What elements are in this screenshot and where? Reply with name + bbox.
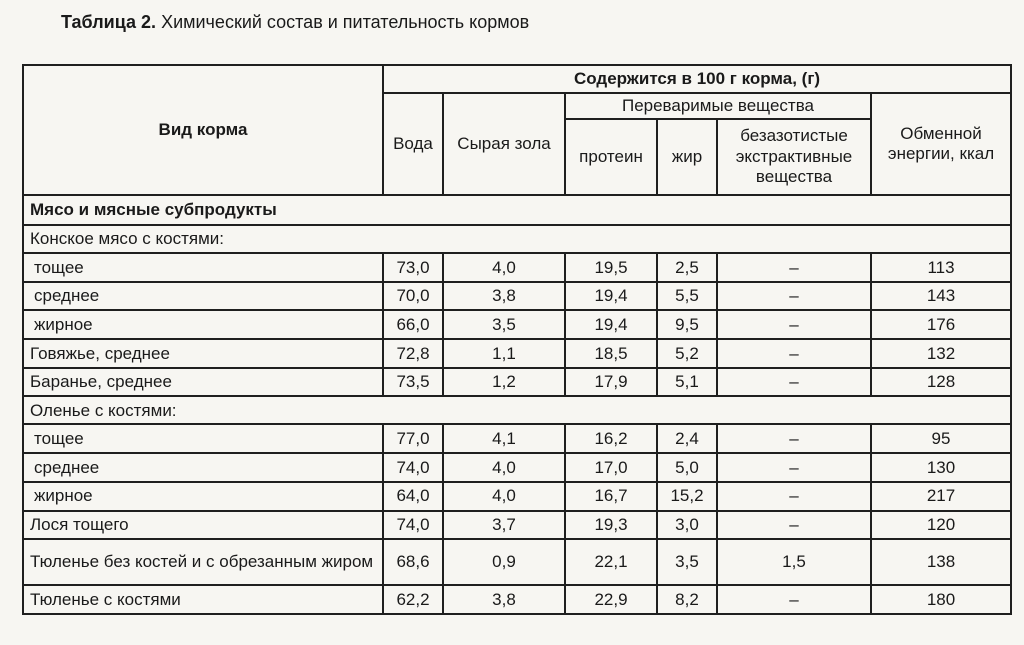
table-row	[23, 511, 1011, 540]
header-water: Вода	[383, 93, 443, 195]
table-row	[23, 282, 1011, 311]
cell-protein: 19,4	[565, 310, 657, 339]
cell-energy: 132	[871, 339, 1011, 368]
cell-ash: 4,0	[443, 482, 565, 511]
cell-ash: 3,7	[443, 511, 565, 540]
group-row	[23, 225, 1011, 253]
table-row	[23, 424, 1011, 453]
cell-fat: 15,2	[657, 482, 717, 511]
cell-fat: 2,5	[657, 253, 717, 282]
cell-energy: 113	[871, 253, 1011, 282]
cell-water: 73,5	[383, 368, 443, 397]
header-energy: Обменной энергии, ккал	[871, 93, 1011, 195]
cell-fat: 5,1	[657, 368, 717, 397]
cell-energy: 217	[871, 482, 1011, 511]
feed-name: среднее	[23, 282, 383, 311]
feed-name: Баранье, среднее	[23, 368, 383, 397]
cell-water: 66,0	[383, 310, 443, 339]
cell-ash: 3,5	[443, 310, 565, 339]
cell-energy: 95	[871, 424, 1011, 453]
cell-nfe: 1,5	[717, 539, 871, 585]
cell-water: 64,0	[383, 482, 443, 511]
cell-fat: 3,5	[657, 539, 717, 585]
cell-protein: 17,9	[565, 368, 657, 397]
cell-water: 77,0	[383, 424, 443, 453]
table-row	[23, 585, 1011, 614]
cell-protein: 22,9	[565, 585, 657, 614]
cell-ash: 1,2	[443, 368, 565, 397]
table-row	[23, 339, 1011, 368]
cell-water: 68,6	[383, 539, 443, 585]
cell-energy: 176	[871, 310, 1011, 339]
cell-nfe: –	[717, 482, 871, 511]
cell-ash: 3,8	[443, 282, 565, 311]
cell-nfe: –	[717, 339, 871, 368]
section-row	[23, 195, 1011, 225]
feed-name: среднее	[23, 453, 383, 482]
cell-protein: 19,3	[565, 511, 657, 540]
cell-ash: 4,0	[443, 253, 565, 282]
cell-ash: 4,0	[443, 453, 565, 482]
cell-water: 74,0	[383, 453, 443, 482]
feed-name: Лося тощего	[23, 511, 383, 540]
cell-water: 72,8	[383, 339, 443, 368]
cell-fat: 8,2	[657, 585, 717, 614]
table-row	[23, 453, 1011, 482]
feed-name: Тюленье с костями	[23, 585, 383, 614]
cell-energy: 143	[871, 282, 1011, 311]
cell-fat: 2,4	[657, 424, 717, 453]
group-title: Оленье с костями:	[23, 396, 1011, 424]
cell-nfe: –	[717, 310, 871, 339]
nutrition-table-container	[22, 64, 1010, 615]
cell-nfe: –	[717, 368, 871, 397]
cell-water: 74,0	[383, 511, 443, 540]
cell-nfe: –	[717, 282, 871, 311]
cell-ash: 0,9	[443, 539, 565, 585]
cell-nfe: –	[717, 585, 871, 614]
table-caption-text: Химический состав и питательность кормов	[161, 12, 530, 32]
nutrition-table	[22, 64, 1012, 615]
cell-fat: 9,5	[657, 310, 717, 339]
cell-ash: 1,1	[443, 339, 565, 368]
table-row	[23, 253, 1011, 282]
cell-fat: 3,0	[657, 511, 717, 540]
cell-energy: 130	[871, 453, 1011, 482]
cell-energy: 138	[871, 539, 1011, 585]
group-row	[23, 396, 1011, 424]
cell-nfe: –	[717, 253, 871, 282]
cell-water: 62,2	[383, 585, 443, 614]
cell-protein: 18,5	[565, 339, 657, 368]
cell-energy: 120	[871, 511, 1011, 540]
table-row	[23, 482, 1011, 511]
cell-water: 70,0	[383, 282, 443, 311]
section-title: Мясо и мясные субпродукты	[23, 195, 1011, 225]
table-body	[23, 195, 1011, 614]
feed-name: жирное	[23, 482, 383, 511]
feed-name: тощее	[23, 253, 383, 282]
group-title: Конское мясо с костями:	[23, 225, 1011, 253]
table-caption	[61, 12, 529, 33]
header-fat: жир	[657, 119, 717, 195]
table-row	[23, 539, 1011, 585]
cell-nfe: –	[717, 453, 871, 482]
cell-water: 73,0	[383, 253, 443, 282]
cell-protein: 17,0	[565, 453, 657, 482]
cell-energy: 180	[871, 585, 1011, 614]
table-row	[23, 310, 1011, 339]
header-protein: протеин	[565, 119, 657, 195]
feed-name: жирное	[23, 310, 383, 339]
header-digestible: Переваримые вещества	[565, 93, 871, 119]
cell-ash: 4,1	[443, 424, 565, 453]
cell-protein: 16,7	[565, 482, 657, 511]
cell-nfe: –	[717, 511, 871, 540]
feed-name: тощее	[23, 424, 383, 453]
cell-fat: 5,2	[657, 339, 717, 368]
header-ash: Сырая зола	[443, 93, 565, 195]
header-contains: Содержится в 100 г корма, (г)	[383, 65, 1011, 93]
cell-protein: 16,2	[565, 424, 657, 453]
cell-protein: 19,5	[565, 253, 657, 282]
cell-nfe: –	[717, 424, 871, 453]
feed-name: Тюленье без костей и с обрезанным жиром	[23, 539, 383, 585]
cell-fat: 5,0	[657, 453, 717, 482]
cell-ash: 3,8	[443, 585, 565, 614]
cell-energy: 128	[871, 368, 1011, 397]
header-nfe: безазотистые экстрактивные вещества	[717, 119, 871, 195]
cell-fat: 5,5	[657, 282, 717, 311]
header-kind: Вид корма	[23, 65, 383, 195]
cell-protein: 22,1	[565, 539, 657, 585]
cell-protein: 19,4	[565, 282, 657, 311]
feed-name: Говяжье, среднее	[23, 339, 383, 368]
table-row	[23, 368, 1011, 397]
table-caption-label: Таблица 2.	[61, 12, 157, 32]
table-header	[23, 65, 1011, 195]
